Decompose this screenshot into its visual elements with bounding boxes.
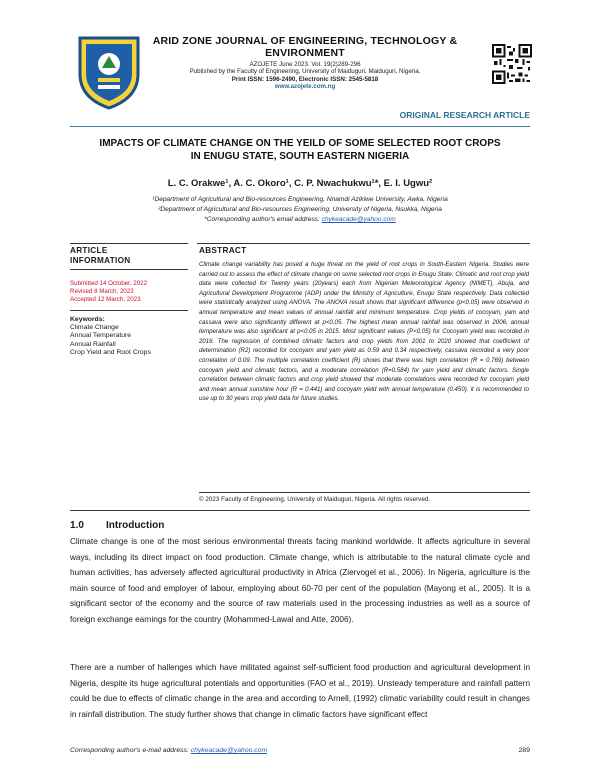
header-divider — [70, 126, 530, 127]
keyword-item: Climate Change — [70, 324, 119, 332]
affiliation-1: ¹Department of Agricultural and Bio-resources Engineering, Nnamdi Azikiwe University, Awka, Nigeria — [152, 196, 448, 203]
keywords-divider — [70, 310, 188, 311]
author-list: L. C. Orakwe¹, A. C. Okoro¹, C. P. Nwachukwu¹*, E. I. Ugwu² — [167, 178, 433, 189]
body-paragraph: There are a number of hallenges which have militated against self-sufficient food production and agricultural development in Nigeria, despite its huge agricultural potentials and opportunities (FAO et al., 2019). Unsteady temperature and rainfall pattern could be due to effects of climatic change in the area and according to Arnell, (1992) climatic variability could result in changes in rainfall distribution. The study further shows that change in climatic factors have significant effect — [70, 663, 530, 719]
footer-corresponding: Corresponding author's e-mail address: chykeacade@yahoo.com — [70, 747, 268, 754]
qr-code — [492, 44, 532, 84]
page-number: 289 — [518, 747, 530, 754]
article-info-top-rule — [70, 243, 188, 244]
abstract-heading: ABSTRACT — [199, 246, 247, 255]
abstract-bottom-rule — [70, 510, 530, 511]
journal-website-link[interactable]: www.azojete.com.ng — [274, 83, 336, 91]
azojete-logo — [76, 34, 142, 110]
keyword-item: Annual Temperature — [70, 332, 132, 340]
abstract-body: Climate change variability has posed a huge threat on the yield of root crops in South-Eastern Nigeria. Studies were carried out to assess the effect of climate change on some selected root crops in Enugu State. Climatic and root crop yield data were collected for Twenty years (20years) each from Nigerian Meteorological Agency (NIMET), Abuja, and Agricultural Development Programme (ADP) under the Ministry of Agriculture, Enugu State respectively. Data collected were statistically analyzed using ANOVA. The ANOVA result shows that significant difference (p<0.05) were observed in annual temperature and mean values of annual rainfall and minimum temperature. Crop yields of cocoyam, yam and cassava were also significantly different at p<0.05. The highest mean annual rainfall was observed in 2006, annual temperature was also significant at p<0.05 in 2015. Most significant values (P<0.05) for Cocoyam yield was recorded in 2016. The regression of combined climatic factors and crop yields from 2001 to 2020 showed that coefficient of determination (R2) recorded for cocoyam and yam yield as 0.59 and 0.34 respectively, cassava recorded a very poor correlation of 0.09. The multiple correlation coefficient (R) shows that there was high correlation (R = 0.769) between cocoyam yield and climatic factors, and a moderate correlation (R=0.584) for yam yield and climatic factors. Single correlation between climatic factors and crop yield showed that moderate correlations were recorded for cocoyam yield and mean annual sunshine hour (R = 0.441) and cocoyam yield with annual temperature (0.450). it is recommended to use up to 30 years crop yield data for future studies. — [199, 261, 529, 403]
corresponding-email-link[interactable]: chykeacade@yahoo.com — [321, 216, 396, 223]
keywords-block — [70, 316, 195, 357]
article-dates — [70, 280, 188, 304]
volume-info: AZOJETE June 2023. Vol. 19(2)289-296 — [249, 61, 361, 68]
copyright-divider — [199, 492, 530, 493]
revised-date: Revised 8 March, 2023 — [70, 288, 134, 295]
publisher-line: Published by the Faculty of Engineering, University of Maiduguri, Maiduguri, Nigeria. — [189, 68, 421, 76]
article-info-heading: ARTICLE INFORMATION — [70, 246, 131, 265]
keyword-item: Annual Rainfall — [70, 340, 116, 348]
section-heading-introduction — [70, 520, 164, 531]
journal-meta — [150, 61, 460, 91]
abstract-top-rule — [197, 243, 530, 244]
section-title: Introduction — [106, 520, 165, 531]
footer-email-link[interactable]: chykeacade@yahoo.com — [190, 747, 268, 754]
keyword-item: Crop Yield and Root Crops — [70, 348, 151, 356]
accepted-date: Accepted 12 March, 2023 — [70, 296, 141, 303]
affiliation-2: ²Department of Agricultural and Bio-resources Engineering, University of Nigeria, Nsukka, Nigeria — [158, 206, 442, 213]
keywords-heading: Keywords: — [70, 316, 105, 323]
copyright-notice: © 2023 Faculty of Engineering, University of Maiduguri, Nigeria. All rights reserved. — [199, 496, 431, 503]
submitted-date: Submitted 14 October, 2022 — [70, 280, 148, 287]
issn-line: Print ISSN: 1596-2490, Electronic ISSN: 2545-5818 — [231, 75, 379, 83]
body-paragraph: Climate change is one of the most serious environmental threats facing mankind worldwide. It affects agriculture in several ways, including its direct impact on food production. Climate change, which is attributable to the natural climate cycle and human activities, has adversely affected agricultural productivity in Africa (Ziervogel et al., 2006). In Nigeria, agriculture is the main source of food and employer of labour, employing about 60-70 per cent of the population (Mayong et al., 2005). It is a significant sector of the economy and the source of raw materials used in the processing industries as well as a source of foreign exchange earnings for the country (Mohammed-Lawal and Atte, 2006). — [70, 537, 530, 624]
paper-title: IMPACTS OF CLIMATE CHANGE ON THE YEILD OF SOME SELECTED ROOT CROPS IN ENUGU STATE, SOUTH EASTERN NIGERIA — [99, 138, 501, 162]
section-number: 1.0 — [70, 520, 84, 531]
article-type-label: ORIGINAL RESEARCH ARTICLE — [399, 110, 530, 120]
article-info-panel — [70, 246, 188, 304]
journal-title: ARID ZONE JOURNAL OF ENGINEERING, TECHNOLOGY & ENVIRONMENT — [152, 35, 458, 59]
corresponding-author: *Corresponding author's email address: chykeacade@yahoo.com — [204, 216, 396, 223]
article-info-divider — [70, 269, 188, 270]
page-footer — [70, 747, 530, 754]
